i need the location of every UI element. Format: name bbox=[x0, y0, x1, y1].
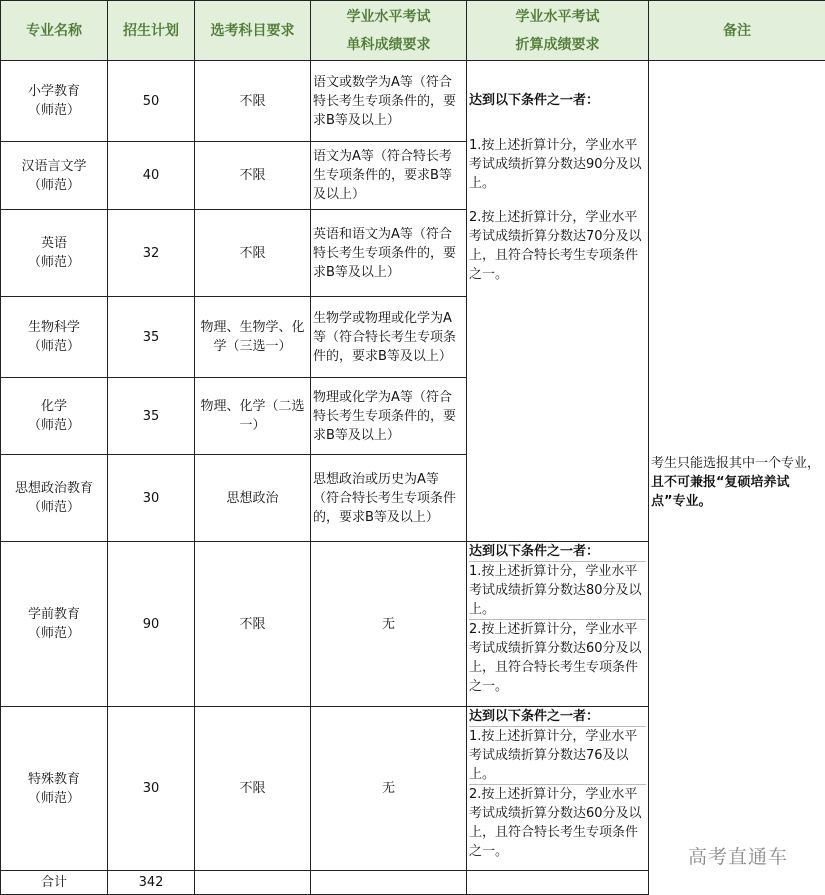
single-cell: 语文或数学为A等（符合特长考生专项条件的，要求B等及以上） bbox=[311, 61, 467, 142]
table-row bbox=[1, 61, 825, 142]
converted-item-1: 1.按上述折算计分，学业水平考试成绩折算分数达76及以上。 bbox=[469, 726, 646, 784]
header-single-line1: 学业水平考试 bbox=[313, 3, 464, 31]
plan-cell: 50 bbox=[108, 61, 195, 142]
major-name: 小学教育 bbox=[3, 82, 105, 101]
single-cell: 英语和语文为A等（符合特长考生专项条件的，要求B等及以上） bbox=[311, 210, 467, 297]
header-plan: 招生计划 bbox=[108, 1, 195, 61]
plan-cell: 32 bbox=[108, 210, 195, 297]
single-cell: 语文为A等（符合特长考生专项条件的，要求B等及以上） bbox=[311, 142, 467, 210]
header-subjects: 选考科目要求 bbox=[195, 1, 311, 61]
major-sub: （师范） bbox=[3, 624, 105, 643]
major-cell bbox=[1, 542, 108, 707]
header-single bbox=[311, 1, 467, 61]
major-cell bbox=[1, 297, 108, 378]
converted-head: 达到以下条件之一者： bbox=[469, 542, 646, 561]
subjects-cell: 物理、生物学、化学（三选一） bbox=[195, 297, 311, 378]
converted-cell bbox=[467, 61, 649, 542]
converted-item-2: 2.按上述折算计分，学业水平考试成绩折算分数达70分及以上，且符合特长考生专项条件之一。 bbox=[469, 208, 646, 284]
major-sub: （师范） bbox=[3, 789, 105, 808]
single-cell: 生物学或物理或化学为A等（符合特长考生专项条件的，要求B等及以上） bbox=[311, 297, 467, 378]
major-cell bbox=[1, 455, 108, 542]
major-name: 生物科学 bbox=[3, 318, 105, 337]
plan-cell: 35 bbox=[108, 297, 195, 378]
empty-cell bbox=[195, 871, 311, 895]
subjects-cell: 思想政治 bbox=[195, 455, 311, 542]
header-row bbox=[1, 1, 825, 61]
major-name: 学前教育 bbox=[3, 605, 105, 624]
major-sub: （师范） bbox=[3, 101, 105, 120]
single-cell: 思想政治或历史为A等（符合特长考生专项条件的，要求B等及以上） bbox=[311, 455, 467, 542]
plan-cell: 30 bbox=[108, 455, 195, 542]
subjects-cell: 不限 bbox=[195, 142, 311, 210]
converted-cell bbox=[467, 707, 649, 871]
subjects-cell: 不限 bbox=[195, 542, 311, 707]
converted-item-2: 2.按上述折算计分，学业水平考试成绩折算分数达60分及以上，且符合特长考生专项条件之一。 bbox=[469, 619, 646, 696]
major-cell bbox=[1, 378, 108, 455]
major-cell bbox=[1, 142, 108, 210]
major-name: 英语 bbox=[3, 234, 105, 253]
major-sub: （师范） bbox=[3, 498, 105, 517]
converted-item-1: 1.按上述折算计分，学业水平考试成绩折算分数达80分及以上。 bbox=[469, 561, 646, 619]
major-cell bbox=[1, 210, 108, 297]
converted-head: 达到以下条件之一者： bbox=[469, 91, 646, 110]
header-converted-line1: 学业水平考试 bbox=[469, 3, 646, 31]
converted-item-2: 2.按上述折算计分，学业水平考试成绩折算分数达60分及以上，且符合特长考生专项条件之一。 bbox=[469, 784, 646, 861]
total-value: 342 bbox=[108, 871, 195, 895]
major-name: 化学 bbox=[3, 397, 105, 416]
subjects-cell: 不限 bbox=[195, 210, 311, 297]
subjects-cell: 物理、化学（二选一） bbox=[195, 378, 311, 455]
converted-item-1: 1.按上述折算计分，学业水平考试成绩折算分数达90分及以上。 bbox=[469, 136, 646, 193]
total-label: 合计 bbox=[1, 871, 108, 895]
remark-cell bbox=[649, 61, 825, 895]
major-name: 思想政治教育 bbox=[3, 479, 105, 498]
converted-head: 达到以下条件之一者： bbox=[469, 707, 646, 726]
subjects-cell: 不限 bbox=[195, 707, 311, 871]
major-name: 特殊教育 bbox=[3, 770, 105, 789]
header-remark: 备注 bbox=[649, 1, 825, 61]
header-single-line2: 单科成绩要求 bbox=[313, 31, 464, 59]
header-major: 专业名称 bbox=[1, 1, 108, 61]
major-sub: （师范） bbox=[3, 176, 105, 195]
plan-cell: 90 bbox=[108, 542, 195, 707]
major-sub: （师范） bbox=[3, 337, 105, 356]
major-sub: （师范） bbox=[3, 253, 105, 272]
subjects-cell: 不限 bbox=[195, 61, 311, 142]
plan-cell: 40 bbox=[108, 142, 195, 210]
single-cell: 无 bbox=[311, 707, 467, 871]
header-converted-line2: 折算成绩要求 bbox=[469, 31, 646, 59]
plan-cell: 30 bbox=[108, 707, 195, 871]
major-cell bbox=[1, 61, 108, 142]
empty-cell bbox=[467, 871, 649, 895]
major-sub: （师范） bbox=[3, 416, 105, 435]
single-cell: 物理或化学为A等（符合特长考生专项条件的，要求B等及以上） bbox=[311, 378, 467, 455]
single-cell: 无 bbox=[311, 542, 467, 707]
converted-cell bbox=[467, 542, 649, 707]
major-cell bbox=[1, 707, 108, 871]
remark-bold: 且不可兼报“复硕培养试点”专业。 bbox=[651, 475, 790, 509]
watermark: 高考直通车 bbox=[688, 842, 788, 869]
empty-cell bbox=[311, 871, 467, 895]
header-converted bbox=[467, 1, 649, 61]
major-name: 汉语言文学 bbox=[3, 157, 105, 176]
remark-text: 考生只能选报其中一个专业， bbox=[651, 456, 820, 471]
plan-cell: 35 bbox=[108, 378, 195, 455]
